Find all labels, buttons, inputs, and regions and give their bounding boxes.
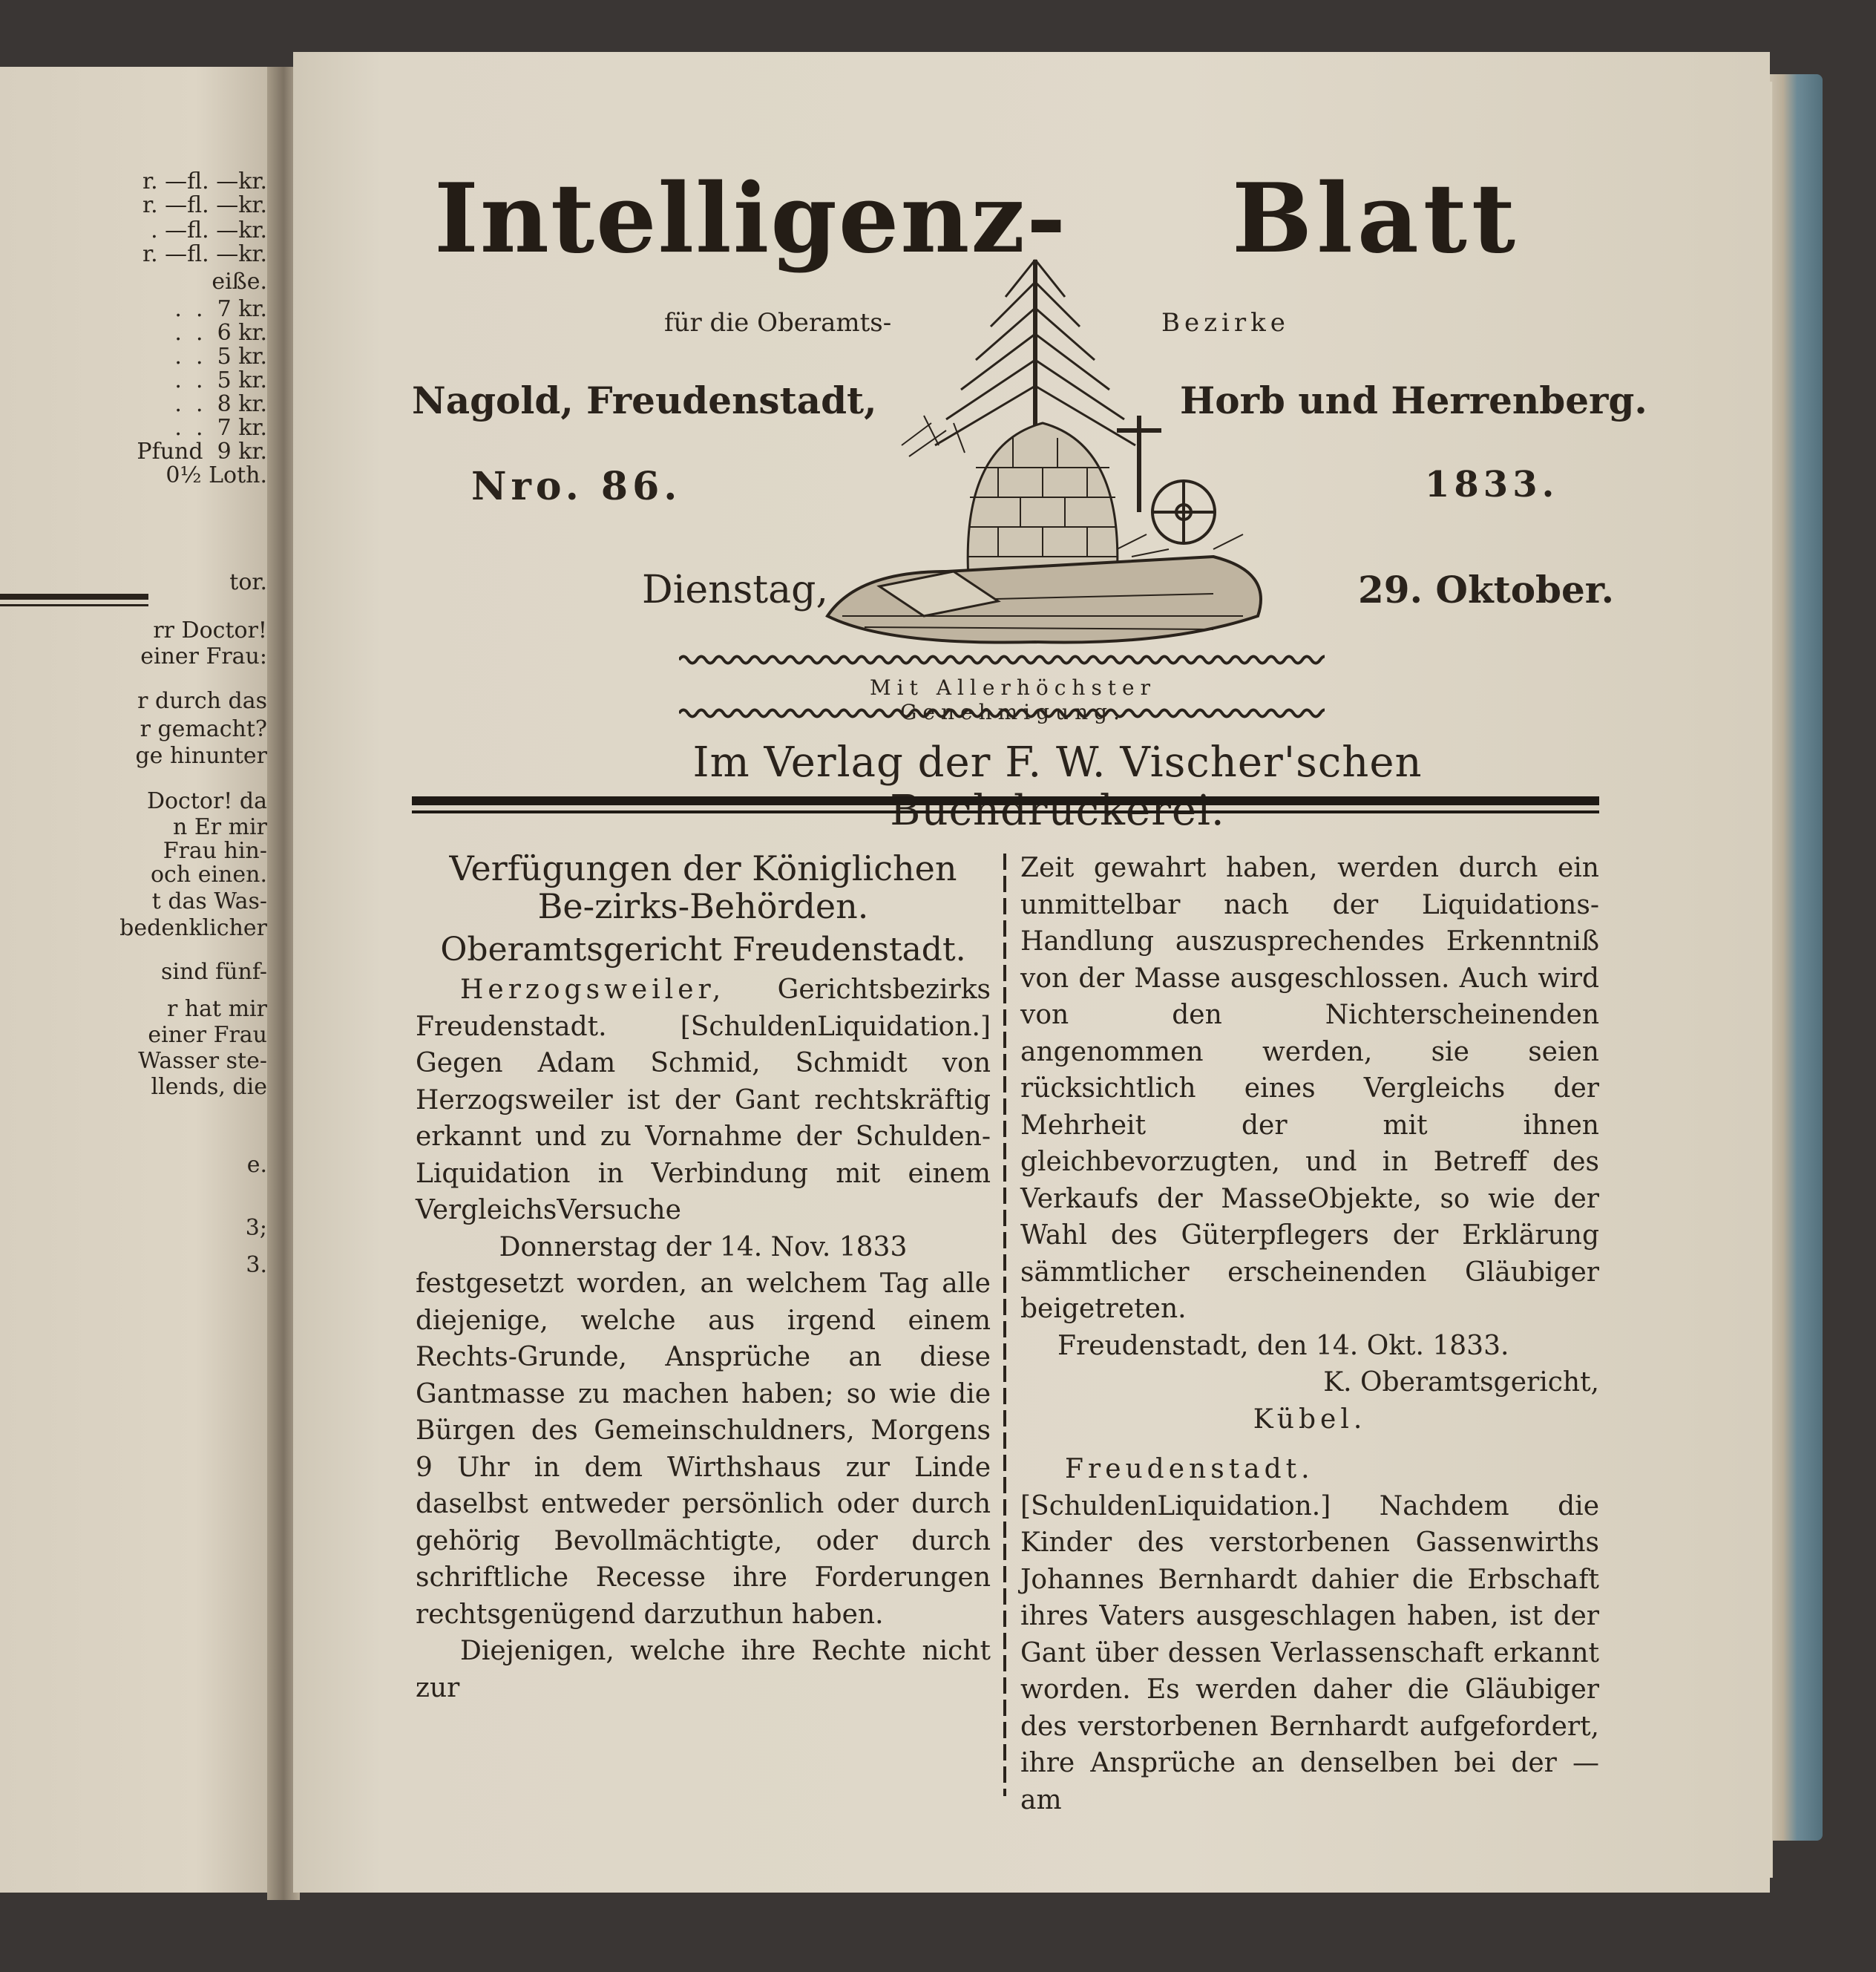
hearing-date: Donnerstag der 14. Nov. 1833 xyxy=(499,1231,908,1262)
masthead-subtitle-right: Bezirke xyxy=(1161,308,1290,338)
left-page-line: . . 5 kr. xyxy=(174,344,267,370)
left-page-line: eiße. xyxy=(211,269,267,295)
left-page xyxy=(0,67,281,1893)
left-page-line: bedenklicher xyxy=(119,915,267,941)
left-page-line: t das Was- xyxy=(151,888,267,914)
left-page-line: . . 7 kr. xyxy=(174,296,267,322)
left-page-line: Pfund 9 kr. xyxy=(137,439,267,465)
notice-paragraph xyxy=(416,972,991,1229)
notice-text: Gerichtsbezirks Freudenstadt. [SchuldenLiquidation.] Gegen Adam Schmid, Schmidt von Herzogsweiler ist der Gant rechtskräftig erkannt und zu Vornahme der Schulden-Liquidation in Verbindung mit einem VergleichsVersuche xyxy=(416,974,991,1225)
masthead-rule-thick xyxy=(412,796,1599,805)
masthead-title-part2: Blatt xyxy=(1232,163,1520,275)
masthead-rule-thin xyxy=(412,810,1599,813)
left-page-line: 3. xyxy=(246,1252,267,1278)
left-page-rule xyxy=(0,604,148,606)
left-page-line: einer Frau: xyxy=(140,643,267,669)
left-column xyxy=(416,850,991,1706)
left-page-line: Wasser ste- xyxy=(138,1048,267,1074)
left-page-line: einer Frau xyxy=(148,1022,267,1048)
left-page-line: r hat mir xyxy=(166,996,267,1022)
right-page xyxy=(293,52,1770,1893)
issue-number: Nro. 86. xyxy=(471,464,682,509)
left-page-line: r. —fl. —kr. xyxy=(142,168,267,194)
left-page-line: Frau hin- xyxy=(163,838,267,864)
masthead-subtitle-left: für die Oberamts- xyxy=(664,308,892,338)
left-page-line: 0½ Loth. xyxy=(165,462,267,488)
left-page-line: . . 6 kr. xyxy=(174,320,267,346)
issue-weekday: Dienstag, xyxy=(642,568,828,612)
publisher-line: Im Verlag der F. W. Vischer'schen xyxy=(692,738,1423,787)
notice-text: [SchuldenLiquidation.] Nachdem die Kinder des verstorbenen Gassenwirths Johannes Bernhardt dahier die Erbschaft ihres Vaters ausgeschlagen haben, ist der Gant über dessen Verlassenschaft erkannt worden. Es werden daher die Gläubiger des verstorbenen Bernhardt aufgefordert, ihre Ansprüche an denselben bei der — am xyxy=(1020,1490,1599,1815)
tree-beehive-vignette xyxy=(798,200,1288,675)
right-column xyxy=(1020,850,1599,1818)
signature-place-date: Freudenstadt, den 14. Okt. 1833. xyxy=(1057,1330,1509,1361)
left-page-line: ge hinunter xyxy=(135,743,267,769)
notice-paragraph xyxy=(1020,1451,1599,1818)
notice-paragraph: Diejenigen, welche ihre Rechte nicht zur xyxy=(416,1636,991,1703)
notice-paragraph: festgesetzt worden, an welchem Tag alle diejenige, welche aus irgend einem Rechts-Grunde, Ansprüche an diese Gantmasse zu machen haben; so wie die Bürgen des Gemeinschuldners, Morgens 9 Uhr in dem Wirthshaus zur Linde daselbst entweder persönlich oder durch gehörig Bevollmächtigte, oder durch schriftliche Recesse ihre Forderungen rechtsgenügend darzuthun haben. xyxy=(416,1268,991,1630)
ornamental-rule-bottom xyxy=(679,705,1325,721)
left-page-line: r durch das xyxy=(137,688,267,714)
left-page-line: . . 7 kr. xyxy=(174,415,267,441)
left-page-line: . . 8 kr. xyxy=(174,391,267,417)
left-page-line: Doctor! da xyxy=(146,788,267,814)
left-page-line: tor. xyxy=(229,569,267,595)
issue-year: 1833. xyxy=(1425,464,1559,505)
left-page-line: 3; xyxy=(245,1215,267,1241)
masthead-districts-left: Nagold, Freudenstadt, xyxy=(412,379,877,422)
notice-place: Freudenstadt. xyxy=(1065,1454,1314,1484)
signature-office: K. Oberamtsgericht, xyxy=(1323,1367,1599,1398)
left-page-line: . —fl. —kr. xyxy=(151,217,267,243)
masthead-districts-right: Horb und Herrenberg. xyxy=(1180,379,1647,422)
issue-date: 29. Oktober. xyxy=(1358,568,1614,612)
permission-notice: Mit Allerhöchster Genehmigung. xyxy=(869,675,1157,724)
left-page-line: n Er mir xyxy=(172,814,267,840)
signature-name: Kübel. xyxy=(1253,1403,1367,1435)
left-page-line: . . 5 kr. xyxy=(174,367,267,393)
left-page-line: e. xyxy=(246,1152,267,1178)
left-page-line: r. —fl. —kr. xyxy=(142,241,267,267)
left-page-line: llends, die xyxy=(151,1074,267,1100)
ornamental-rule-top xyxy=(679,652,1325,668)
column-divider xyxy=(1003,854,1006,1796)
court-heading: Oberamtsgericht Freudenstadt. xyxy=(440,931,966,969)
left-page-line: rr Doctor! xyxy=(153,618,267,643)
book-cover-edge xyxy=(1766,74,1823,1841)
notice-paragraph: Zeit gewahrt haben, werden durch ein unmittelbar nach der Liquidations-Handlung auszusprechendes Erkenntniß von der Masse ausgeschlossen. Auch wird von den Nichterscheinenden angenommen werden, sie seien rücksichtlich eines Vergleichs der Mehrheit der mit ihnen gleichbevorzugten, und in Betreff des Verkaufs der MasseObjekte, so wie der Wahl des Güterpflegers der Erklärung sämmtlicher erscheinenden Gläubiger beigetreten. xyxy=(1020,853,1599,1324)
notice-place: Herzogsweiler, xyxy=(460,974,726,1005)
left-page-line: r gemacht? xyxy=(140,716,267,742)
masthead-title-part1: Intelligenz- xyxy=(434,163,1068,275)
left-page-line: och einen. xyxy=(150,862,267,888)
left-page-line: sind fünf- xyxy=(161,959,267,985)
section-heading: Verfügungen der Königlichen Be-zirks-Behörden. xyxy=(449,848,957,926)
left-page-rule xyxy=(0,594,148,600)
left-page-line: r. —fl. —kr. xyxy=(142,192,267,218)
